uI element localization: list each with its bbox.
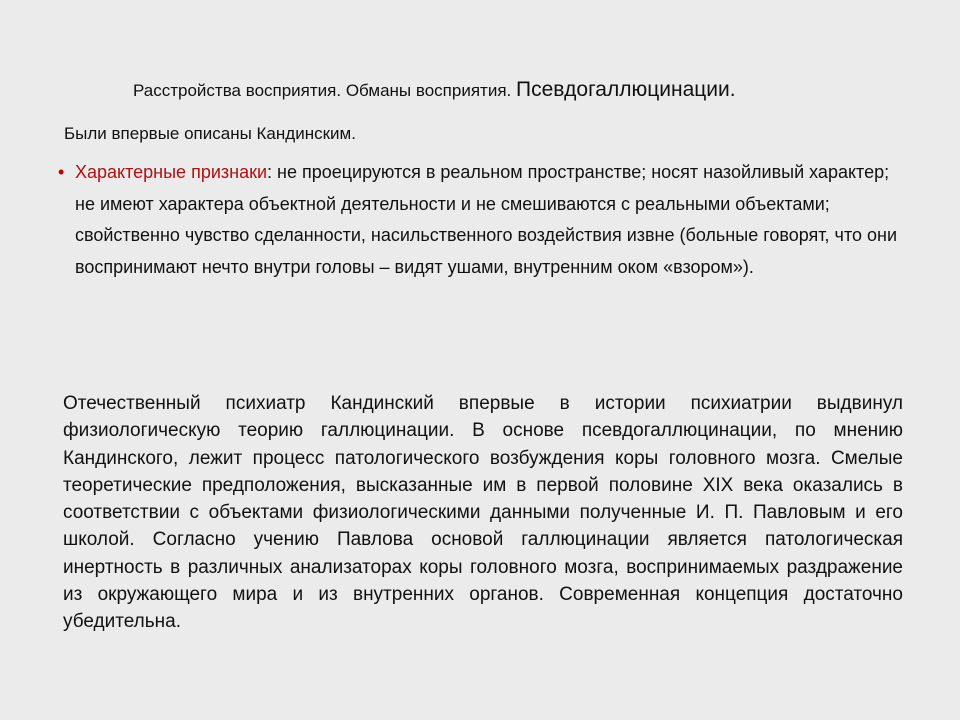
slide-title-main: Расстройства восприятия. Обманы восприятия. bbox=[133, 81, 516, 100]
main-paragraph: Отечественный психиатр Кандинский впервые в истории психиатрии выдвинул физиологическую теорию галлюцинации. В основе псевдогаллюцинации, по мнению Кандинского, лежит процесс патологического возбуждения коры головного мозга. Смелые теоретические предположения, высказанные им в первой половине XIX века оказались в соответствии с объектами физиологическими данными полученные И. П. Павловым и его школой. Согласно учению Павлова основой галлюцинации является патологическая инертность в различных анализаторах коры головного мозга, воспринимаемых раздражение из окружающего мира и из внутренних органов. Современная концепция достаточно убедительна. bbox=[63, 393, 903, 633]
slide-title bbox=[133, 70, 933, 111]
intro-text: Были впервые описаны Кандинским. bbox=[64, 124, 356, 143]
bullet-lead: Характерные признаки bbox=[75, 162, 268, 182]
bullet-text bbox=[75, 157, 900, 283]
bullet-body: : не проецируются в реальном пространстве; носят назойливый характер; не имеют характера объектной деятельности и не смешиваются с реальными объектами; свойственно чувство сделанности, насильственного воздействия извне (больные говорят, что они воспринимают нечто внутри головы – видят ушами, внутренним оком «взором»). bbox=[75, 162, 897, 277]
bullet-marker-icon: • bbox=[58, 162, 65, 182]
bullet-item bbox=[58, 157, 908, 283]
slide-title-emphasis: Псевдогаллюцинации. bbox=[515, 78, 736, 101]
